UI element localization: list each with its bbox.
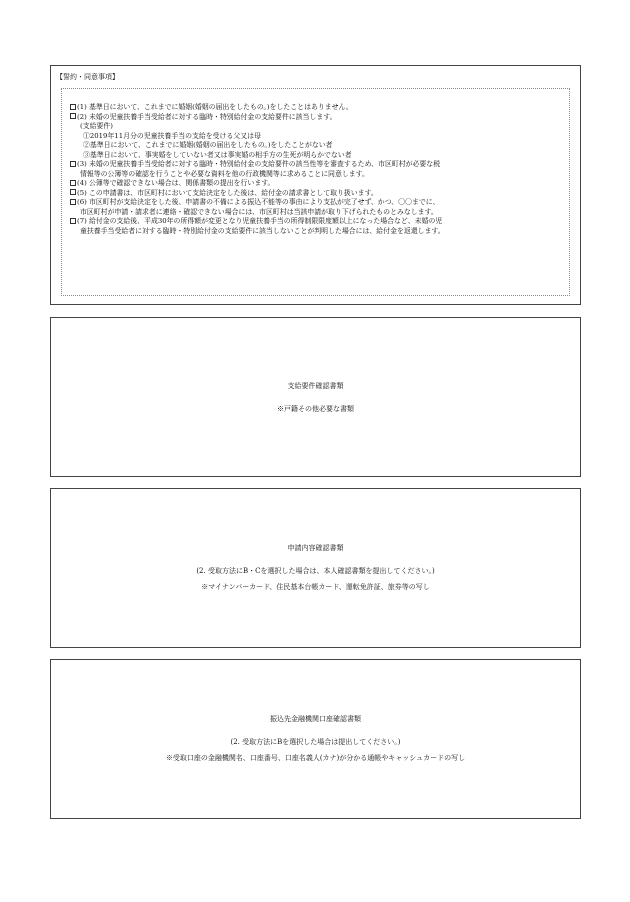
application-documents-note: ※マイナンバーカード、住民基本台帳カード、運転免許証、旅券等の写し [201,583,430,591]
application-documents-box [50,488,581,648]
oath-item-4: (4) 公簿等で確認できない場合は、関係書類の提出を行います。 [70,179,274,188]
oath-consent-section [50,65,581,305]
oath-items-frame [61,88,570,296]
checkbox[interactable] [70,218,76,224]
oath-item-7: (7) 給付金の支給後、平成30年の所得額が変更となり児童扶養手当の所得制限限度額以上になった場合など、未婚の児 [70,217,442,226]
checkbox[interactable] [70,199,76,205]
oath-item-7-continued: 童扶養手当受給者に対する臨時・特別給付金の支給要件に該当しないことが判明した場合には、給付金を返還します。 [80,226,445,235]
requirement-2: ②基準日において、これまでに婚姻(婚姻の届出をしたもの。)をしたことがない者 [83,141,333,149]
requirement-1: ①2019年11月分の児童扶養手当の支給を受ける父又は母 [83,131,261,140]
application-documents-title: 申請内容確認書類 [287,544,344,552]
bank-account-documents-title: 振込先金融機関口座確認書類 [270,715,361,723]
oath-item-6: (6) 市区町村が支給決定をした後、申請書の不備による振込不能等の事由により支払が完了せず、かつ、〇〇までに、 [70,198,440,207]
bank-account-documents-box [50,659,581,819]
checkbox[interactable] [70,189,76,195]
oath-title: 【誓約・同意事項】 [56,73,119,81]
checkbox[interactable] [70,161,76,167]
checkbox[interactable] [70,113,76,119]
eligibility-documents-box [50,317,581,477]
requirement-3: ③基準日において、事実婚をしていない者又は事実婚の相手方の生死が明らかでない者 [83,150,352,159]
oath-item-1: (1) 基準日において、これまでに婚姻(婚姻の届出をしたもの。)をしたことはありません。 [70,103,353,112]
oath-item-6-continued: 市区町村が申請・請求者に連絡・確認できない場合には、市区町村は当該申請が取り下げられたものとみなします。 [80,207,438,216]
oath-item-2: (2) 未婚の児童扶養手当受給者に対する臨時・特別給付金の支給要件に該当します。 [70,113,336,122]
bank-account-documents-condition: (2. 受取方法にBを選択した場合は提出してください。) [230,738,401,746]
checkbox[interactable] [70,104,76,110]
oath-item-3-continued: 情報等の公簿等の確認を行うことや必要な資料を他の行政機関等に求めることに同意します。 [80,169,369,178]
eligibility-documents-note: ※戸籍その他必要な書類 [277,405,354,413]
application-documents-condition: (2. 受取方法にB・Cを選択した場合は、本人確認書類を提出してください。) [196,567,435,575]
eligibility-documents-title: 支給要件確認書類 [287,382,344,390]
requirements-heading: (支給要件) [80,122,113,130]
oath-item-5: (5) この申請書は、市区町村において支給決定をした後は、給付金の請求書として取り扱います。 [70,189,378,198]
oath-item-3: (3) 未婚の児童扶養手当受給者に対する臨時・特別給付金の支給要件の該当性等を審査するため、市区町村が必要な税 [70,160,440,169]
checkbox[interactable] [70,180,76,186]
bank-account-documents-note: ※受取口座の金融機関名、口座番号、口座名義人(カナ)が分かる通帳やキャッシュカードの写し [165,754,466,762]
